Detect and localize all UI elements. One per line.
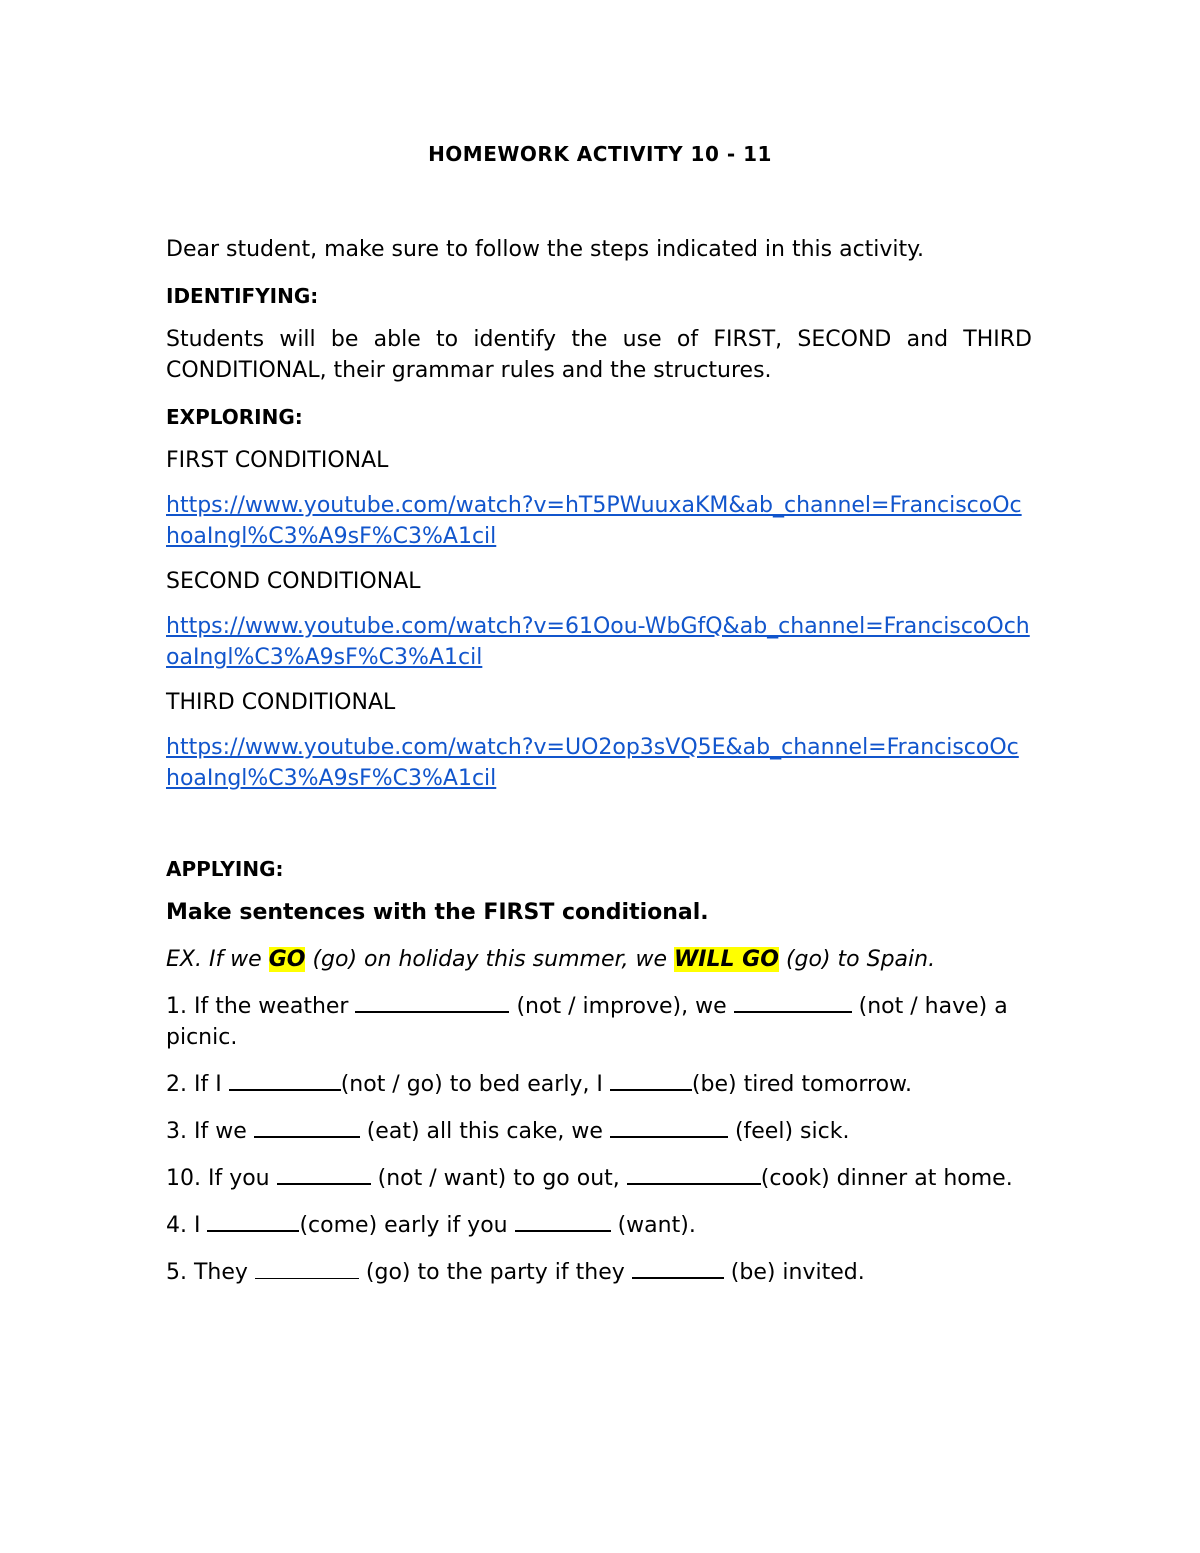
sentence-1 — [166, 991, 1032, 1053]
intro-text: Dear student, make sure to follow the steps indicated in this activity. — [166, 237, 925, 262]
applying-instruction: Make sentences with the FIRST conditional. — [166, 900, 709, 925]
sentence-10-blank-1[interactable] — [277, 1165, 371, 1185]
second-conditional-label: SECOND CONDITIONAL — [166, 569, 421, 594]
sentence-1-part-c: (not / have) a picnic. — [166, 994, 1008, 1050]
first-conditional-link[interactable]: https://www.youtube.com/watch?v=hT5PWuuxaKM&ab_channel=FranciscoOchoaIngl%C3%A9sF%C3%A1cil — [166, 493, 1022, 549]
sentence-10-blank-2[interactable] — [627, 1165, 761, 1185]
applying-heading: APPLYING: — [166, 857, 284, 881]
identifying-text: Students will be able to identify the use of FIRST, SECOND and THIRD CONDITIONAL, their grammar rules and the structures. — [166, 327, 1032, 383]
sentence-4-part-a: 4. I — [166, 1213, 208, 1238]
sentence-2 — [166, 1069, 1032, 1100]
sentence-4 — [166, 1210, 1032, 1241]
first-conditional-label: FIRST CONDITIONAL — [166, 448, 389, 473]
sentence-5-part-a: 5. They — [166, 1260, 255, 1285]
sentence-10-part-a: 10. If you — [166, 1166, 277, 1191]
second-conditional-link[interactable]: https://www.youtube.com/watch?v=61Oou-WbGfQ&ab_channel=FranciscoOchoaIngl%C3%A9sF%C3%A1cil — [166, 614, 1030, 670]
sentence-1-blank-2[interactable] — [734, 993, 852, 1013]
sentence-5-blank-2[interactable] — [632, 1259, 724, 1279]
third-conditional-link[interactable]: https://www.youtube.com/watch?v=UO2op3sVQ5E&ab_channel=FranciscoOchoaIngl%C3%A9sF%C3%A1cil — [166, 735, 1019, 791]
sentence-3-part-a: 3. If we — [166, 1119, 254, 1144]
exploring-heading: EXPLORING: — [166, 405, 303, 429]
sentence-1-blank-1[interactable] — [355, 993, 509, 1013]
example-part-c: (go) to Spain. — [778, 947, 936, 972]
sentence-3-blank-1[interactable] — [254, 1118, 360, 1138]
sentence-3 — [166, 1116, 1032, 1147]
document-body — [166, 234, 1032, 1304]
sentence-2-part-b: (not / go) to bed early, I — [340, 1072, 610, 1097]
sentence-1-part-a: 1. If the weather — [166, 994, 356, 1019]
sentence-3-part-b: (eat) all this cake, we — [359, 1119, 610, 1144]
sentence-4-part-c: (want). — [610, 1213, 696, 1238]
sentence-2-blank-2[interactable] — [610, 1071, 692, 1091]
example-part-b: (go) on holiday this summer, we — [305, 947, 675, 972]
third-conditional-label: THIRD CONDITIONAL — [166, 690, 396, 715]
sentence-5-blank-1[interactable] — [255, 1260, 359, 1279]
example-highlight-go: GO — [268, 947, 306, 972]
sentence-2-part-c: (be) tired tomorrow. — [691, 1072, 912, 1097]
sentence-1-part-b: (not / improve), we — [509, 994, 734, 1019]
sentence-2-blank-1[interactable] — [229, 1071, 341, 1091]
sentence-2-part-a: 2. If I — [166, 1072, 229, 1097]
sentence-4-blank-1[interactable] — [207, 1212, 299, 1232]
example-highlight-will-go: WILL GO — [674, 947, 779, 972]
sentence-4-part-b: (come) early if you — [299, 1213, 515, 1238]
example-part-a: EX. If we — [166, 947, 269, 972]
sentence-5-part-c: (be) invited. — [723, 1260, 865, 1285]
sentence-10-part-b: (not / want) to go out, — [370, 1166, 627, 1191]
sentence-5-part-b: (go) to the party if they — [358, 1260, 632, 1285]
sentence-10 — [166, 1163, 1032, 1194]
sentence-10-part-c: (cook) dinner at home. — [760, 1166, 1013, 1191]
sentence-3-blank-2[interactable] — [610, 1118, 728, 1138]
sentence-3-part-c: (feel) sick. — [727, 1119, 850, 1144]
example-sentence — [166, 944, 1032, 975]
sentence-5 — [166, 1257, 1032, 1288]
page-title: HOMEWORK ACTIVITY 10 - 11 — [428, 142, 772, 166]
identifying-heading: IDENTIFYING: — [166, 284, 319, 308]
sentence-4-blank-2[interactable] — [515, 1212, 611, 1232]
section-spacer — [166, 808, 1032, 854]
